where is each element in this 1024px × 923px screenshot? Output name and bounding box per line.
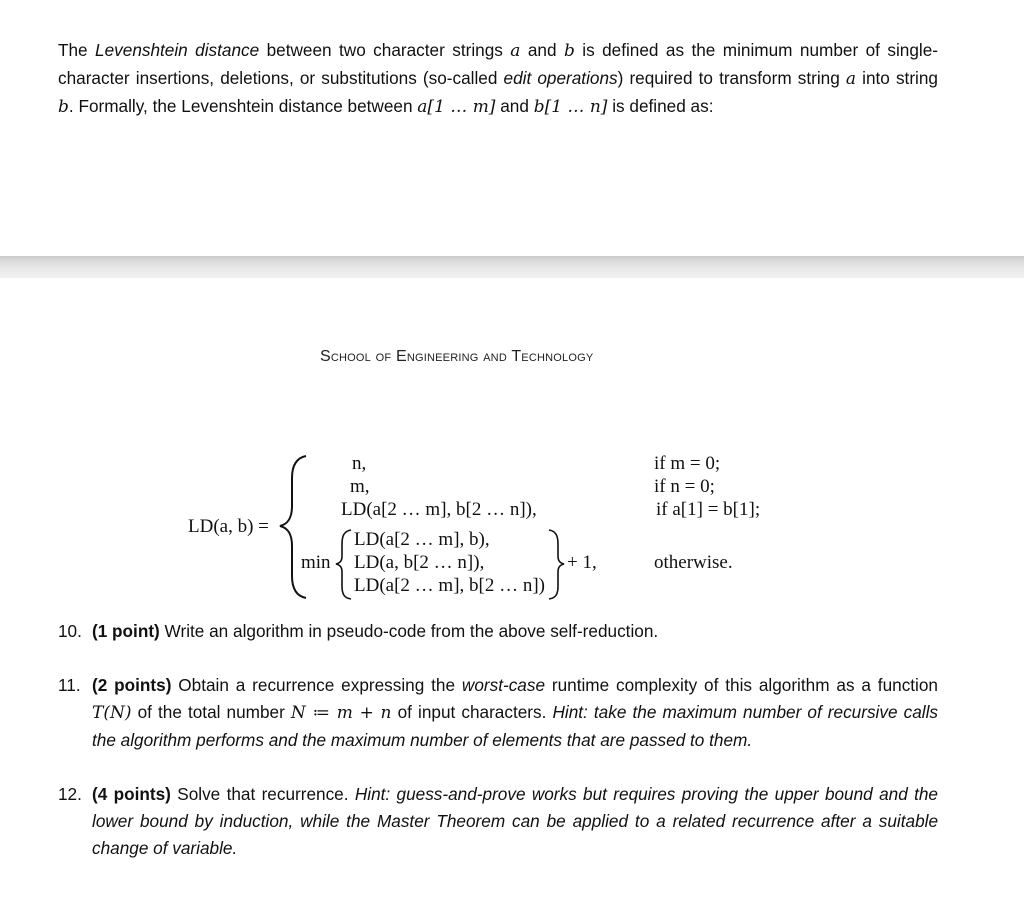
page-header: School of Engineering and Technology (320, 348, 594, 365)
levenshtein-formula (0, 440, 1024, 610)
question-list (58, 618, 938, 862)
condition-equal-chars: if a[1] = b[1]; (656, 499, 761, 520)
condition-n-zero: if n = 0; (654, 476, 715, 497)
term-levenshtein: Levenshtein distance (95, 40, 260, 60)
min-term-2: LD(a, b[2 … n]), (354, 552, 485, 573)
page-break-gap (0, 256, 1024, 280)
min-left-brace (336, 530, 351, 599)
math-b: b (563, 41, 575, 61)
condition-otherwise: otherwise. (654, 552, 733, 573)
question-number: 10. (58, 621, 82, 641)
question-points: (4 points) (92, 784, 171, 804)
math-b: b (58, 97, 69, 117)
question-10: 10. (1 point) Write an algorithm in pseudo-code from the above self-reduction. (58, 618, 938, 645)
min-term-3: LD(a[2 … m], b[2 … n]) (354, 575, 546, 596)
question-11: 11. (2 points) Obtain a recurrence expressing the worst-case runtime complexity of this algorithm as a function T(N) of the total number N ≔ m + n of input characters. Hint: take the maximum number of recursive calls the algorithm performs and the maximum number of elements that are passed to them. (58, 672, 938, 754)
term-edit-operations: edit operations (503, 68, 618, 88)
question-hint: Hint: guess-and-prove works but requires proving the upper bound and the lower bound by induction, while the Master Theorem can be applied to a related recurrence after a suitable change of variable. (92, 784, 938, 858)
math-T-of-N: T(N) (92, 703, 132, 723)
question-points: (2 points) (92, 675, 172, 695)
formula-lhs: LD(a, b) = (188, 516, 269, 537)
min-right-brace (549, 530, 564, 599)
question-points: (1 point) (92, 621, 160, 641)
math-N-def: N ≔ m + n (290, 703, 392, 723)
math-range-b: b[1 … n] (533, 97, 608, 117)
math-a: a (510, 41, 521, 61)
big-left-brace (280, 456, 306, 598)
case-m: m, (350, 476, 370, 497)
min-term-1: LD(a[2 … m], b), (354, 529, 490, 550)
question-number: 12. (58, 784, 82, 804)
intro-paragraph: The Levenshtein distance between two character strings a and b is defined as the minimum number of single-character insertions, deletions, or substitutions (so-called edit operations) required to transform string a into string b. Formally, the Levenshtein distance between a[1 … m] and b[1 … n] is defined as: (58, 40, 938, 117)
min-operator: min (301, 552, 331, 573)
case-n: n, (352, 453, 367, 474)
question-number: 11. (58, 675, 81, 695)
math-range-a: a[1 … m] (417, 97, 496, 117)
plus-one: + 1, (567, 552, 597, 573)
question-12: 12. (4 points) Solve that recurrence. Hint: guess-and-prove works but requires proving the upper bound and the lower bound by induction, while the Master Theorem can be applied to a related recurrence after a suitable change of variable. (58, 781, 938, 862)
condition-m-zero: if m = 0; (654, 453, 721, 474)
math-a: a (845, 69, 857, 89)
case-equal: LD(a[2 … m], b[2 … n]), (341, 499, 537, 520)
question-hint: Hint: take the maximum number of recursive calls the algorithm performs and the maximum number of elements that are passed to them. (92, 702, 938, 750)
